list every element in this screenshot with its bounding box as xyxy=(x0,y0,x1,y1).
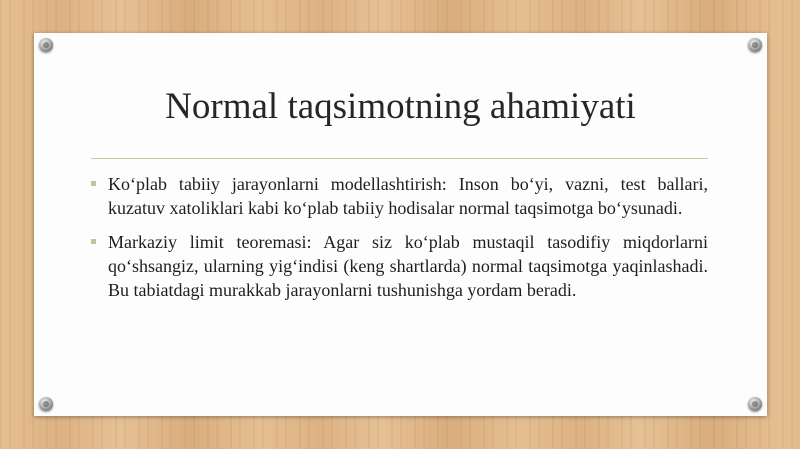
bullet-square-icon xyxy=(91,181,96,186)
bullet-item xyxy=(91,230,708,302)
bullet-square-icon xyxy=(91,239,96,244)
pushpin-icon xyxy=(39,38,53,52)
bullet-text: Markaziy limit teoremasi: Agar siz ko‘plab mustaqil tasodifiy miqdorlarni qo‘shsangiz, ularning yig‘indisi (keng shartlarda) normal taqsimotga yaqinlashadi. Bu tabiatdagi murakkab jarayonlarni tushunishga yordam beradi. xyxy=(108,232,708,300)
slide-card xyxy=(34,33,767,416)
pushpin-icon xyxy=(39,397,53,411)
pushpin-icon xyxy=(748,38,762,52)
bullet-text: Ko‘plab tabiiy jarayonlarni modellashtirish: Inson bo‘yi, vazni, test ballari, kuzatuv xatoliklari kabi ko‘plab tabiiy hodisalar normal taqsimotga bo‘ysunadi. xyxy=(108,174,708,218)
title-divider xyxy=(91,158,708,159)
bullet-list xyxy=(91,172,708,312)
slide-title: Normal taqsimotning ahamiyati xyxy=(165,86,636,127)
pushpin-icon xyxy=(748,397,762,411)
bullet-item xyxy=(91,172,708,220)
